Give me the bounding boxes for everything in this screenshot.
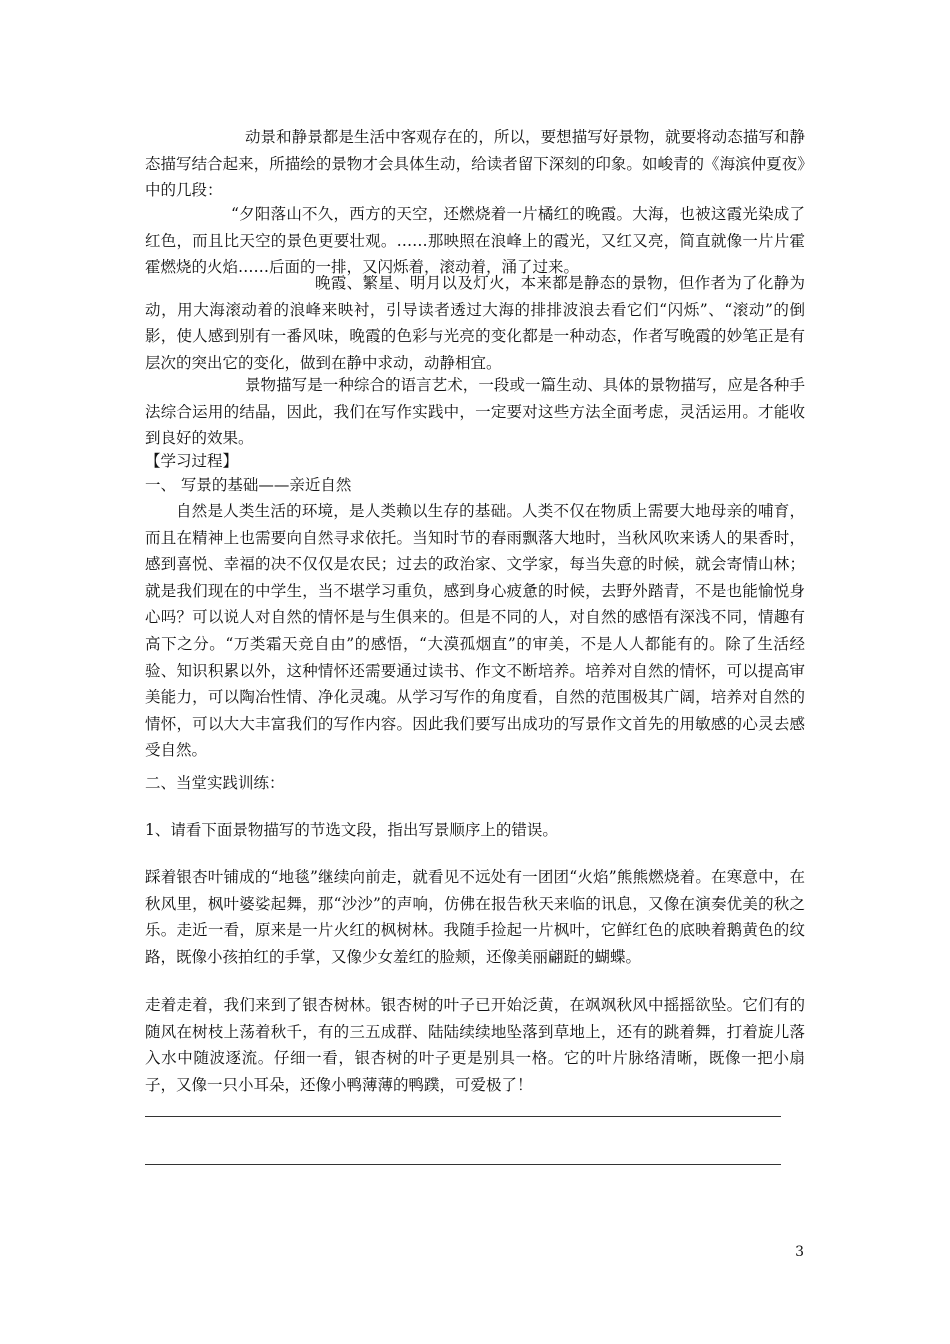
excerpt-paragraph-1: 踩着银杏叶铺成的“地毯”继续向前走，就看见不远处有一团团“火焰”熊熊燃烧着。在寒意中，在秋风里，枫叶婆娑起舞，那“沙沙”的声响，仿佛在报告秋天来临的讯息，又像在演奏优美的秋之乐。走近一看，原来是一片火红的枫树林。我随手捡起一片枫叶，它鲜红色的底映着鹅黄色的纹路，既像小孩拍红的手掌，又像少女羞红的脸颊，还像美丽翩跹的蝴蝶。 xyxy=(145,868,805,966)
excerpt-paragraph-2: 走着走着，我们来到了银杏树林。银杏树的叶子已开始泛黄，在飒飒秋风中摇摇欲坠。它们有的随风在树枝上荡着秋千，有的三五成群、陆陆续续地坠落到草地上，还有的跳着舞，打着旋儿落入水中随波逐流。仔细一看，银杏树的叶子更是别具一格。它的叶片脉络清晰，既像一把小扇子，又像一只小耳朵，还像小鸭薄薄的鸭蹼，可爱极了！ xyxy=(145,996,805,1094)
section-heading-2: 二、当堂实践训练： xyxy=(145,774,285,792)
task-1-prompt: 1、请看下面景物描写的节选文段，指出写景顺序上的错误。 xyxy=(145,821,558,839)
page-number: 3 xyxy=(795,1244,804,1260)
section-heading-1: 一、 写景的基础——亲近自然 xyxy=(145,476,352,494)
paragraph-quote: “夕阳落山不久，西方的天空，还燃烧着一片橘红的晚霞。大海，也被这霞光染成了红色，而且比天空的景色更要壮观。……那映照在浪峰上的霞光，又红又亮，简直就像一片片霍霍燃烧的火焰……后面的一排，又闪烁着，滚动着，涌了过来。 xyxy=(145,205,805,277)
paragraph-analysis: 晚霞、繁星、明月以及灯火，本来都是静态的景物，但作者为了化静为动，用大海滚动着的浪峰来映衬，引导读者透过大海的排排波浪去看它们“闪烁”、“滚动”的倒影，使人感到别有一番风味，晚霞的色彩与光亮的变化都是一种动态，作者写晚霞的妙笔正是有层次的突出它的变化，做到在静中求动，动静相宜。 xyxy=(145,274,805,372)
answer-line-1[interactable] xyxy=(145,1116,781,1117)
paragraph-nature: 自然是人类生活的环境，是人类赖以生存的基础。人类不仅在物质上需要大地母亲的哺育，而且在精神上也需要向自然寻求依托。当知时节的春雨飘落大地时，当秋风吹来诱人的果香时，感到喜悦、幸福的决不仅仅是农民；过去的政治家、文学家，每当失意的时候，就会寄情山林；就是我们现在的中学生，当不堪学习重负，感到身心疲惫的时候，去野外踏青，不是也能愉悦身心吗？可以说人对自然的情怀是与生俱来的。但是不同的人，对自然的感悟有深浅不同，情趣有高下之分。“万类霜天竞自由”的感悟，“大漠孤烟直”的审美，不是人人都能有的。除了生活经验、知识积累以外，这种情怀还需要通过读书、作文不断培养。培养对自然的情怀，可以提高审美能力，可以陶冶性情、净化灵魂。从学习写作的角度看，自然的范围极其广阔，培养对自然的情怀，可以大大丰富我们的写作内容。因此我们要写出成功的写景作文首先的用敏感的心灵去感受自然。 xyxy=(145,502,805,760)
paragraph-dynamic-static: 动景和静景都是生活中客观存在的，所以，要想描写好景物，就要将动态描写和静态描写结合起来，所描绘的景物才会具体生动，给读者留下深刻的印象。如峻青的《海滨仲夏夜》中的几段： xyxy=(145,128,805,200)
answer-line-2[interactable] xyxy=(145,1164,781,1165)
paragraph-summary: 景物描写是一种综合的语言艺术，一段或一篇生动、具体的景物描写，应是各种手法综合运用的结晶，因此，我们在写作实践中，一定要对这些方法全面考虑，灵活运用。才能收到良好的效果。 xyxy=(145,376,805,448)
heading-learning-process: 【学习过程】 xyxy=(145,452,239,470)
